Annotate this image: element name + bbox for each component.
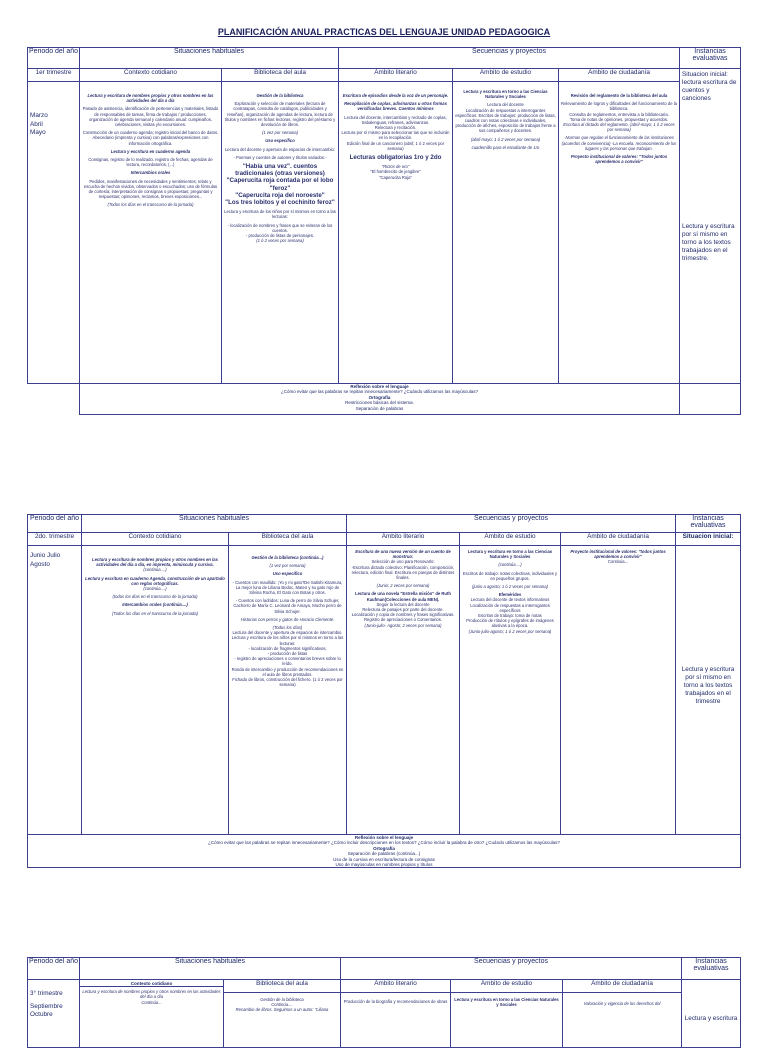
text: Relectura y recitación.: [374, 125, 417, 131]
text: Lectura del docente: [487, 102, 524, 108]
text: Uso de mayúsculas en nombres propios y títulos: [335, 862, 433, 868]
literario-cell: [341, 980, 451, 1048]
header-instancias: Instancias evaluativas: [680, 48, 741, 69]
text: Continúa...: [141, 999, 162, 1005]
text: Reflexión sobre el lenguaje: [350, 384, 409, 389]
months-cell: [28, 980, 80, 1048]
text: Recopilación de coplas, adivinanzas u otras formas versificadas breves. Cuentos mínimos: [344, 101, 447, 112]
header-situaciones: Situaciones habituales: [80, 958, 341, 980]
months-cell: [28, 546, 82, 835]
text: Gestión de la biblioteca: [260, 997, 304, 1002]
text: Ortografía: [373, 845, 395, 851]
text: Localización de respuestas a interrogantes específicos. Escritos de trabajos: producción de listas, cuadros con notas colectivas e individuales, producción de afiches, exposición de trabajos frente a sus compañeros y docentes.: [455, 107, 556, 134]
text: Historias con perros y gatos de Horacio Clemente.: [240, 616, 335, 622]
text: cuadernillo para el estudiante de 1ro: [471, 144, 540, 150]
text: Pedidos, manifestaciones de necesidades y sentimientos; relato y escucha de hechos vividos, observados o escuchados; uso de fórmulas de cortesía; interpretación de consignas o propuestas; preguntas y respuestas; opiniones, reclamos, breves exposiciones...: [83, 178, 218, 200]
text: Ortografía: [368, 394, 391, 400]
text: Selección de uno para Renovarlo:: [371, 559, 435, 565]
contexto-cell: [80, 980, 224, 1048]
text: Construcción de un cuaderno agenda; registro inicial del banco de datos. Abecedario (imprenta y cursiva) con palabras/expresiones con información ortográfica.: [82, 130, 219, 146]
header-periodo: Periodo del año: [28, 48, 80, 69]
text: Relectura de pasajes por parte del docente.: [362, 607, 444, 613]
month: Octubre: [30, 1011, 53, 1018]
subheader-contexto: Contexto cotidiano: [82, 533, 229, 546]
text: Lectura y escritura de nombres propios y otros nombres en las actividades del día a día: [82, 989, 221, 1000]
contexto-cell: [80, 82, 222, 384]
month: Abril: [30, 120, 43, 128]
month: Marzo: [30, 112, 48, 119]
text: Lectura y escritura de los niños por sí mismos en torno a las lecturas:: [224, 209, 336, 220]
text: (todos los días en el transcurso de la jornada): [112, 594, 198, 600]
text: (Todos los días): [272, 625, 303, 631]
month: Mayo: [30, 129, 46, 136]
evaluacion-text: Lectura y escritura por sí mismo en torno a los textos trabajados en el trimestre.: [682, 223, 735, 262]
subheader-ciudadania: Ámbito de ciudadanía: [559, 69, 680, 82]
subheader-biblioteca: Biblioteca del aula: [222, 69, 339, 82]
text: Lecturas obligatorias 1ro y 2do: [349, 154, 442, 162]
month: Septiembre: [30, 1002, 63, 1010]
plan-table-t1: [27, 47, 741, 415]
text: (Todos los días en el transcurso de la jornada): [112, 610, 198, 616]
estudio-cell: [453, 82, 559, 384]
text: Efemérides: [498, 592, 522, 598]
subheader-ciudadania: Ámbito de ciudadanía: [563, 981, 681, 993]
text: Lectura y escritura de nombres propios y otros nombres en las actividades del día a día, en imprenta, minúscula y cursiva.: [92, 557, 218, 568]
evaluacion-cell: [680, 69, 741, 384]
text: Valoración y vigencia de los derechos del: [583, 1001, 661, 1006]
biblioteca-cell: [229, 546, 347, 835]
ciudadania-cell: [559, 82, 680, 384]
subheader-biblioteca: Biblioteca del aula: [224, 981, 340, 993]
text: Producción de la biografía y recomendaciones de obras: [343, 999, 448, 1004]
text: (continúa....): [143, 586, 167, 592]
trimestre-label: 1er trimestre: [28, 69, 80, 82]
header-periodo: Periodo del año: [28, 515, 82, 533]
text: Continúa...: [607, 559, 629, 565]
text: Escritos de trabajo: toma de notas: [478, 613, 542, 619]
biblioteca-cell: [224, 980, 341, 1048]
text: (1 vez por semana): [261, 130, 299, 136]
blank: [680, 384, 741, 415]
text: (abril-mayo; 1 ó 2 veces por semana): [470, 136, 541, 142]
subheader-contexto: Contexto cotidiano: [80, 981, 223, 987]
text: "El hombrecito de jengibre": [370, 169, 421, 175]
text: Localización de respuestas a interrogantes específicos: [470, 602, 550, 613]
text: Edición final de un cancionero (abril; 1 ó 2 veces por semana): [346, 140, 445, 151]
text: Relevamiento de logros y dificultades del funcionamiento de la biblioteca.: [561, 101, 677, 112]
reflexion-cell: [80, 384, 680, 415]
text: (Todos los días en el transcurso de la jornada): [107, 202, 194, 208]
text: (1 ó 2 veces por semana): [256, 238, 304, 244]
text: (Junio; 2 veces por semana): [376, 583, 430, 589]
text: Lectura y escritura en torno a las Ciencias Naturales y Sociales: [454, 997, 559, 1008]
text: Separación de palabras (continúa...): [347, 851, 421, 857]
literario-cell: [339, 82, 453, 384]
subheader-estudio: Ámbito de estudio: [451, 981, 562, 993]
text: Lectura del docente y apertura de espacios de intercambio:: [224, 146, 336, 152]
estudio-cell: [460, 546, 561, 835]
header-periodo: Periodo del año: [28, 958, 80, 980]
text: Escritura al dictado del reglamento. (abril-mayo; 1 ó 2 veces por semana): [563, 122, 675, 133]
situacion-inicial: Situacion inicial:: [676, 533, 741, 546]
header-situaciones: Situaciones habituales: [82, 515, 347, 533]
text: Producción de rótulos y epígrafes de imágenes alusivas a la época.: [466, 618, 554, 629]
text: Escritos de trabajo: notas colectivas, individuales y en pequeños grupos.: [462, 570, 558, 581]
text: Consulta de reglamentos, entrevista a la bibliotecaria.: [569, 111, 669, 117]
text: Lectura y escritura en torno a las Ciencias Naturales y Sociales: [467, 549, 553, 560]
header-secuencias: Secuencias y proyectos: [341, 958, 682, 980]
subheader-estudio: Ámbito de estudio: [460, 533, 561, 546]
text: (continúa....): [498, 562, 522, 568]
text: Intercambios orales (continúa....): [122, 602, 188, 608]
text: - Cuentos con ladridos: Luna de perro de Silvia Schujer, Cachorro de María C. Leonard de Amaya, Mucho perro de Silvia Schujer.: [233, 598, 342, 614]
text: Reflexión sobre el lenguaje: [354, 835, 414, 840]
text: "Rictos de oro": [381, 164, 410, 170]
text: Restricciones básicas del sistema.: [345, 400, 414, 406]
ciudadania-cell: [561, 546, 676, 835]
text: (Junio-julio-agosto; 1 ó 2 veces por semana): [468, 628, 552, 634]
text: - producción de listas: [267, 651, 308, 657]
text: (junio a agosto; 1 ó 2 veces por semana): [472, 584, 548, 590]
reflexion-cell: [28, 835, 741, 868]
text: Toma de notas de opiniones, propuestas y acuerdos.: [569, 116, 669, 122]
text: Consignas, registro de lo realizado, registro de fechas, agendas de lectura, recordatorios, (...): [88, 157, 213, 168]
text: -Escritura dictado colectivo: Planificación, composición, relectura, edición final. Escritura en parejas de distintos finales.: [351, 564, 455, 581]
literario-cell: [347, 546, 460, 835]
contexto-cell: [82, 546, 229, 835]
header-instancias: Instancias evaluativas: [676, 515, 741, 533]
text: Pasado de asistencia, identificación de pertenencias y materiales, listado de responsables de tareas, firma de trabajos / producciones, organización de agenda semanal y calendario anual: cumpleaños, celebraciones, visitas y/o excursiones.: [82, 106, 219, 128]
text: "Había una vez". cuentos tradicionales (otras versiones): [235, 163, 325, 178]
text: (1 vez por semana): [269, 563, 306, 569]
text: - registro de apreciaciones o comentarios breves sobre lo leído.: [234, 656, 341, 667]
text: Uso específico: [272, 571, 303, 577]
text: Registro de apreciaciones o Comentarios.: [364, 617, 442, 623]
text: Lectura del docente y apertura de espacios de intercambio.: [232, 630, 343, 636]
subheader-literario: Ámbito literario: [341, 981, 450, 993]
text: - Cuentos con maullido: ¡Yo y mi gato?De Satishi Kitamura, La mejor luna de Liliana Bodoc, Mateo y su gato rojo de Silvina Rocha, El Gato con Botas y otros.: [232, 579, 343, 596]
text: Fichado de libros, construcción del fichero. (1 ó 2 veces por semana): [232, 677, 343, 688]
text: Lectura y escritura en cuaderno Agenda, construcción de un apartado con reglas ortográficas.: [85, 575, 225, 586]
subheader-estudio: Ámbito de estudio: [453, 69, 559, 82]
months-cell: [28, 82, 80, 384]
text: Lectura y escritura de nombres propios y otros nombres en las actividades del día a día: [87, 93, 214, 104]
text: Lectura de una novela "Estrella misión" de Ruth Kaufman(Colecciones de aula MEN).: [355, 591, 451, 602]
text: - Poemas y cuentos de autores y títulos variados.-: [233, 154, 327, 160]
text: - localización de fragmentos significativos,: [248, 645, 327, 651]
text: - localización de nombres y frases que se reiteran de los cuentos.: [227, 222, 333, 233]
text: Lectura por sí mismo para seleccionar las que se incluirán en la recopilación.: [341, 130, 450, 141]
text: Continúa....: [271, 1002, 293, 1008]
text: Seguir la lectura del docente: [376, 601, 430, 607]
page-title: PLANIFICACIÓN ANUAL PRACTICAS DEL LENGUAJE UNIDAD PEDAGOGICA: [217, 27, 551, 37]
biblioteca-cell: [222, 82, 339, 384]
text: Revisión del reglamento de la biblioteca del aula: [570, 93, 668, 98]
text: Proyecto institucional de valores: "Todos juntos aprendemos a convivir": [570, 154, 668, 165]
text: Proyecto institucional de valores: "todos juntos aprendemos a convivir": [570, 549, 666, 560]
text: ¿Cómo evitar que las palabras se repitan innecesariamente? ¿Cómo incluir descripciones en los textos? ¿Cómo incluir la palabra de otro? ¿Cuándo utilizamos las mayúsculas?: [208, 840, 560, 846]
evaluacion-text: Lectura y escritura: [682, 980, 741, 1048]
text: Gestión de la biblioteca (continúa...): [251, 555, 324, 560]
text: (continúa....): [143, 567, 167, 573]
plan-table-t3: [27, 957, 741, 1048]
text: Intercambios orales: [130, 170, 171, 176]
text: "Caperucita roja contada por el lobo "feroz": [226, 177, 334, 192]
header-secuencias: Secuencias y proyectos: [339, 48, 680, 69]
text: Escritura de una nueva versión de un cuento de monstruo:: [355, 549, 451, 560]
text: (Junio-julio- Agosto; 2 veces por semana): [364, 622, 442, 628]
text: "Los tres lobitos y el cochinito feroz": [225, 199, 335, 207]
subheader-contexto: Contexto cotidiano: [80, 69, 222, 82]
text: Uso específico: [265, 138, 295, 144]
blank: [28, 384, 80, 415]
text: "Caperucita Roja": [379, 174, 412, 180]
situacion-inicial: Situacion inicial: lectura escritura de cuentos y canciones: [682, 71, 737, 102]
plan-table-t2: [27, 514, 741, 868]
text: Lectura del docente de textos informativos: [470, 597, 550, 603]
text: Lectura y escritura en torno a las Ciencias Naturales y Sociales: [463, 89, 548, 100]
trimestre-label: 2do. trimestre: [28, 533, 82, 546]
subheader-literario: Ámbito literario: [339, 69, 453, 82]
subheader-literario: Ámbito literario: [347, 533, 460, 546]
text: Escritura de episodios desde la voz de un personaje.: [342, 93, 449, 98]
text: Exploración y selección de materiales (lectura de contratapas, consulta de catálogos, publicidades y reseñas), organización de agendas de lectura, lectura de títulos y nombres en fichas lectoras, registro del préstamo y devolución de libros.: [224, 101, 336, 128]
text: -Normas que regulan el funcionamiento de las instituciones (acuerdos de convivencia) -La escuela, reconocimiento de los lugares y las personas que trabajan.: [561, 135, 677, 151]
text: Recambio de libros. Seguimos a un autor: "Liliana: [235, 1007, 329, 1013]
header-situaciones: Situaciones habituales: [80, 48, 339, 69]
text: "Caperucita roja del noroeste": [235, 191, 325, 199]
text: - producción de listas de personajes.: [245, 233, 315, 239]
text: Ronda de intercambio y producción de recomendaciones en el aula de libros prestados.: [231, 666, 344, 677]
month: Junio Julio: [30, 552, 61, 559]
subheader-biblioteca: Biblioteca del aula: [229, 533, 347, 546]
text: Separación de palabras: [355, 405, 404, 411]
estudio-cell: [451, 980, 563, 1048]
evaluacion-text: Lectura y escritura por sí mismo en torno a los textos trabajados en el trimestre: [676, 546, 741, 835]
text: ¿Cómo evitar que las palabras se repitan innecesariamente? ¿Cuándo utilizamos las mayúsculas?: [280, 389, 479, 395]
subheader-ciudadania: Ámbito de ciudadanía: [561, 533, 676, 546]
text: Uso de la cursiva en escritura/lectura de consignas: [333, 856, 435, 862]
ciudadania-cell: [563, 980, 682, 1048]
text: Lectura y escritura de los niños por sí mismos en torno a las lecturas:: [231, 635, 344, 646]
text: Localización y copia de nombres y frases significativas.: [351, 612, 455, 618]
header-instancias: Instancias evaluativas: [682, 958, 741, 980]
text: Lectura y escritura en cuaderno agenda: [110, 148, 191, 154]
text: Gestión de la biblioteca: [256, 93, 304, 98]
text: Lectura del docente, intercambios y recitado de coplas, trabalenguas, refranes, adivinanzas.: [344, 114, 447, 125]
header-secuencias: Secuencias y proyectos: [347, 515, 676, 533]
month: Agosto: [30, 560, 50, 568]
trimestre-label: 3° trimestre: [30, 990, 63, 997]
